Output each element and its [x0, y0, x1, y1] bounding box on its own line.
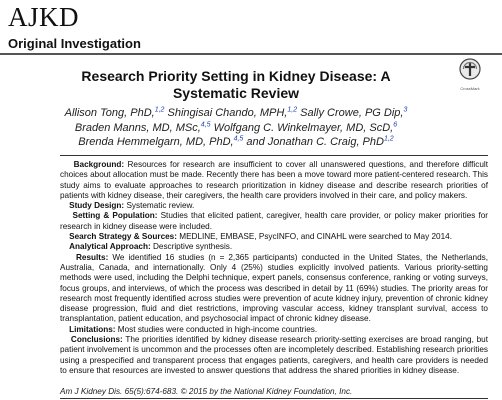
abstract-text: We identified 16 studies (n = 2,365 participants) conducted in the United States, the Netherlands, Australia, Canada, and internationally. Only 4 (25%) studies explicitly involved patients. Various priority-setting methods were used, including the Delphi technique, expert panels, consensus conference, ranking or voting surveys, focus groups, and interviews, of which the process was described in detail by 11 (69%) studies. The priority areas for research most frequently identified across studies were prevention of acute kidney injury, prevention of chronic kidney disease progression, fluid and diet restrictions, improving vascular access, kidney transplant survival, access to transplantation, patient education, and psychosocial impact of chronic kidney disease.	[60, 252, 488, 324]
header-rule	[0, 53, 502, 55]
abstract-label: Search Strategy & Sources:	[69, 232, 177, 242]
abstract-setting	[60, 211, 488, 232]
abstract-design	[60, 201, 488, 211]
crossmark-label: CrossMark	[460, 86, 480, 91]
author-name: and Jonathan C. Craig, PhD	[246, 136, 384, 149]
abstract-top-rule	[60, 155, 488, 156]
crossmark-badge[interactable]	[454, 58, 486, 91]
abstract-label: Results:	[76, 252, 109, 262]
author-name: Braden Manns, MD, MSc,	[74, 121, 201, 134]
affiliation-link[interactable]: 4,5	[200, 120, 211, 128]
affiliation-link[interactable]: 3	[403, 106, 408, 114]
affiliation-link[interactable]: 4,5	[233, 135, 244, 143]
citation-line: Am J Kidney Dis. 65(5):674-683. © 2015 by the National Kidney Foundation, Inc.	[60, 387, 353, 396]
abstract-text: Descriptive synthesis.	[152, 242, 233, 252]
abstract-results	[60, 253, 488, 325]
abstract-text: MEDLINE, EMBASE, PsycINFO, and CINAHL were searched to May 2014.	[179, 232, 452, 242]
author-name: Allison Tong, PhD,	[64, 107, 155, 119]
affiliation-link[interactable]: 1,2	[287, 106, 298, 114]
affiliation-link[interactable]: 1,2	[383, 135, 394, 143]
crossmark-icon	[459, 58, 481, 80]
abstract-analytical	[60, 242, 488, 252]
journal-name: AJKD	[8, 2, 80, 32]
abstract-text: Resources for research are insufficient to cover all unanswered questions, and therefore difficult choices about allocation must be made. Recently there has been a move toward more patient-centered research. This study aims to evaluate approaches to research prioritization in kidney disease and describe research priorities of patients with kidney disease, their caregivers, the health care providers involved in their care, and policy makers.	[60, 160, 488, 200]
abstract-text: Systematic review.	[126, 201, 195, 211]
abstract-label: Background:	[73, 160, 125, 169]
abstract-search	[60, 232, 488, 242]
abstract-text: Most studies were conducted in high-income countries.	[117, 324, 318, 334]
abstract-bottom-rule	[60, 398, 488, 399]
abstract-label: Conclusions:	[70, 335, 123, 345]
abstract-background	[60, 160, 488, 201]
affiliation-link[interactable]: 6	[393, 120, 398, 128]
abstract-label: Analytical Approach:	[69, 242, 151, 252]
abstract	[60, 160, 488, 376]
affiliation-link[interactable]: 1,2	[154, 106, 165, 114]
abstract-conclusions	[60, 335, 488, 376]
author-name: Brenda Hemmelgarn, MD, PhD,	[78, 136, 234, 149]
author-name: Sally Crowe, PG Dip,	[300, 107, 404, 119]
article-type-label: Original Investigation	[8, 36, 141, 51]
abstract-text: Studies that elicited patient, caregiver, health care provider, or policy maker priorities for research in kidney disease were included.	[60, 211, 488, 231]
author-name: Wolfgang C. Winkelmayer, MD, ScD,	[213, 121, 394, 134]
abstract-text: The priorities identified by kidney disease research priority-setting exercises are broad ranging, but patient involvement is uncommon and the processes often are incompletely described. Establishing research priorities using a prespecified and transparent process that engages patients, caregivers, and health care providers is needed to ensure that resources are invested to answer questions that address the shared priorities in kidney disease.	[60, 335, 488, 375]
author-name: Shingisai Chando, MPH,	[167, 107, 288, 119]
abstract-label: Limitations:	[69, 324, 116, 334]
abstract-label: Setting & Population:	[72, 211, 158, 221]
abstract-label: Study Design:	[69, 201, 125, 211]
article-title: Research Priority Setting in Kidney Disease: A Systematic Review	[81, 68, 391, 101]
abstract-limitations	[60, 325, 488, 335]
author-list	[40, 106, 432, 150]
